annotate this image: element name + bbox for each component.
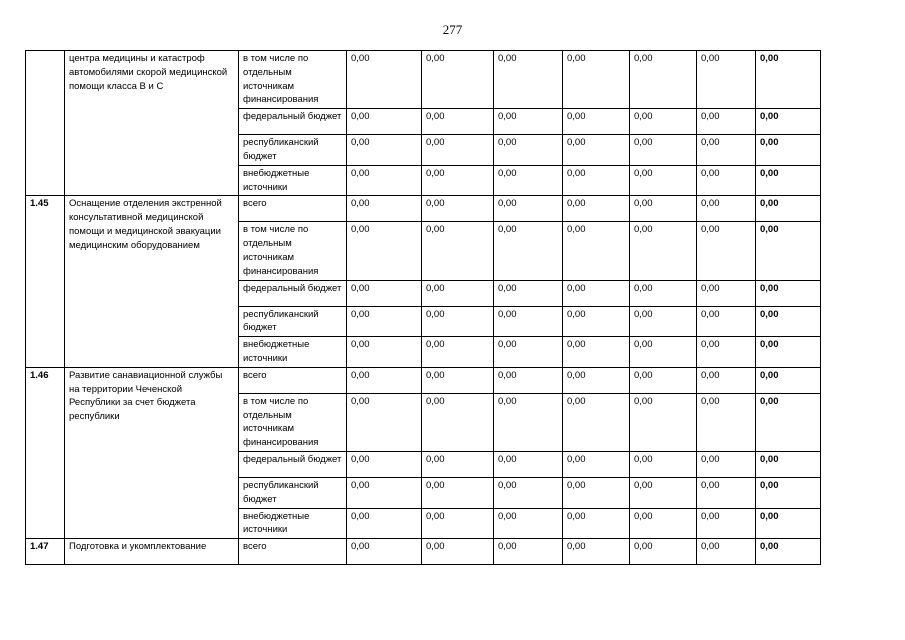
value-cell: 0,00 [422,477,494,508]
item-description: Развитие санавиационной службы на территории Чеченской Республики за счет бюджета республики [65,367,239,538]
value-cell: 0,00 [697,393,756,451]
value-cell: 0,00 [756,51,821,109]
value-cell: 0,00 [630,196,697,222]
value-cell: 0,00 [563,477,630,508]
value-cell: 0,00 [756,477,821,508]
table-row [26,367,821,393]
value-cell: 0,00 [494,306,563,337]
value-cell: 0,00 [422,109,494,135]
value-cell: 0,00 [422,165,494,196]
value-cell: 0,00 [630,306,697,337]
value-cell: 0,00 [494,539,563,565]
funding-source: всего [239,539,347,565]
value-cell: 0,00 [347,337,422,368]
value-cell: 0,00 [756,337,821,368]
item-description: Оснащение отделения экстренной консультативной медицинской помощи и медицинской эвакуации медицинским оборудованием [65,196,239,367]
value-cell: 0,00 [697,135,756,166]
value-cell: 0,00 [422,539,494,565]
value-cell: 0,00 [563,109,630,135]
value-cell: 0,00 [697,508,756,539]
value-cell: 0,00 [347,196,422,222]
value-cell: 0,00 [756,135,821,166]
value-cell: 0,00 [697,109,756,135]
funding-source: федеральный бюджет [239,109,347,135]
value-cell: 0,00 [756,280,821,306]
item-number: 1.46 [26,367,65,538]
value-cell: 0,00 [494,508,563,539]
value-cell: 0,00 [347,51,422,109]
value-cell: 0,00 [630,109,697,135]
value-cell: 0,00 [422,306,494,337]
item-description: центра медицины и катастроф автомобилями скорой медицинской помощи класса В и С [65,51,239,196]
value-cell: 0,00 [630,477,697,508]
value-cell: 0,00 [494,393,563,451]
value-cell: 0,00 [756,306,821,337]
item-number: 1.45 [26,196,65,367]
value-cell: 0,00 [630,508,697,539]
value-cell: 0,00 [347,165,422,196]
value-cell: 0,00 [494,222,563,280]
value-cell: 0,00 [422,508,494,539]
value-cell: 0,00 [697,451,756,477]
item-description: Подготовка и укомплектование [65,539,239,565]
value-cell: 0,00 [494,51,563,109]
value-cell: 0,00 [563,451,630,477]
value-cell: 0,00 [630,165,697,196]
value-cell: 0,00 [563,539,630,565]
value-cell: 0,00 [563,196,630,222]
value-cell: 0,00 [697,337,756,368]
value-cell: 0,00 [630,337,697,368]
value-cell: 0,00 [630,367,697,393]
value-cell: 0,00 [756,508,821,539]
funding-source: республиканский бюджет [239,477,347,508]
value-cell: 0,00 [697,306,756,337]
value-cell: 0,00 [630,393,697,451]
value-cell: 0,00 [347,280,422,306]
table-row [26,51,821,109]
item-number [26,51,65,196]
funding-source: в том числе по отдельным источникам финансирования [239,51,347,109]
value-cell: 0,00 [563,337,630,368]
funding-source: внебюджетные источники [239,508,347,539]
value-cell: 0,00 [494,165,563,196]
value-cell: 0,00 [697,222,756,280]
value-cell: 0,00 [563,222,630,280]
value-cell: 0,00 [347,306,422,337]
value-cell: 0,00 [563,51,630,109]
value-cell: 0,00 [422,222,494,280]
value-cell: 0,00 [630,280,697,306]
value-cell: 0,00 [756,393,821,451]
value-cell: 0,00 [756,539,821,565]
value-cell: 0,00 [347,222,422,280]
value-cell: 0,00 [494,280,563,306]
funding-source: всего [239,196,347,222]
value-cell: 0,00 [697,51,756,109]
value-cell: 0,00 [347,135,422,166]
value-cell: 0,00 [494,337,563,368]
funding-source: в том числе по отдельным источникам финансирования [239,393,347,451]
value-cell: 0,00 [697,477,756,508]
value-cell: 0,00 [422,367,494,393]
item-number: 1.47 [26,539,65,565]
value-cell: 0,00 [630,539,697,565]
value-cell: 0,00 [563,280,630,306]
value-cell: 0,00 [697,165,756,196]
funding-source: внебюджетные источники [239,337,347,368]
value-cell: 0,00 [347,539,422,565]
funding-source: республиканский бюджет [239,306,347,337]
funding-source: республиканский бюджет [239,135,347,166]
value-cell: 0,00 [494,451,563,477]
value-cell: 0,00 [347,477,422,508]
value-cell: 0,00 [422,393,494,451]
value-cell: 0,00 [697,280,756,306]
funding-source: федеральный бюджет [239,451,347,477]
value-cell: 0,00 [494,109,563,135]
value-cell: 0,00 [494,367,563,393]
value-cell: 0,00 [756,196,821,222]
value-cell: 0,00 [697,196,756,222]
table-row [26,539,821,565]
value-cell: 0,00 [630,451,697,477]
value-cell: 0,00 [630,51,697,109]
value-cell: 0,00 [422,51,494,109]
funding-source: в том числе по отдельным источникам финансирования [239,222,347,280]
page-number: 277 [442,22,463,37]
value-cell: 0,00 [422,280,494,306]
funding-source: федеральный бюджет [239,280,347,306]
value-cell: 0,00 [494,135,563,166]
value-cell: 0,00 [422,451,494,477]
value-cell: 0,00 [563,135,630,166]
value-cell: 0,00 [347,508,422,539]
value-cell: 0,00 [630,135,697,166]
table-row [26,196,821,222]
value-cell: 0,00 [756,367,821,393]
value-cell: 0,00 [347,109,422,135]
value-cell: 0,00 [563,306,630,337]
value-cell: 0,00 [756,451,821,477]
funding-source: внебюджетные источники [239,165,347,196]
value-cell: 0,00 [563,508,630,539]
value-cell: 0,00 [756,222,821,280]
value-cell: 0,00 [756,109,821,135]
value-cell: 0,00 [347,367,422,393]
value-cell: 0,00 [756,165,821,196]
value-cell: 0,00 [563,393,630,451]
value-cell: 0,00 [422,196,494,222]
value-cell: 0,00 [697,539,756,565]
value-cell: 0,00 [697,367,756,393]
funding-source: всего [239,367,347,393]
value-cell: 0,00 [347,451,422,477]
value-cell: 0,00 [563,165,630,196]
value-cell: 0,00 [347,393,422,451]
value-cell: 0,00 [422,337,494,368]
value-cell: 0,00 [563,367,630,393]
value-cell: 0,00 [422,135,494,166]
value-cell: 0,00 [494,477,563,508]
value-cell: 0,00 [494,196,563,222]
value-cell: 0,00 [630,222,697,280]
budget-table [25,50,821,565]
